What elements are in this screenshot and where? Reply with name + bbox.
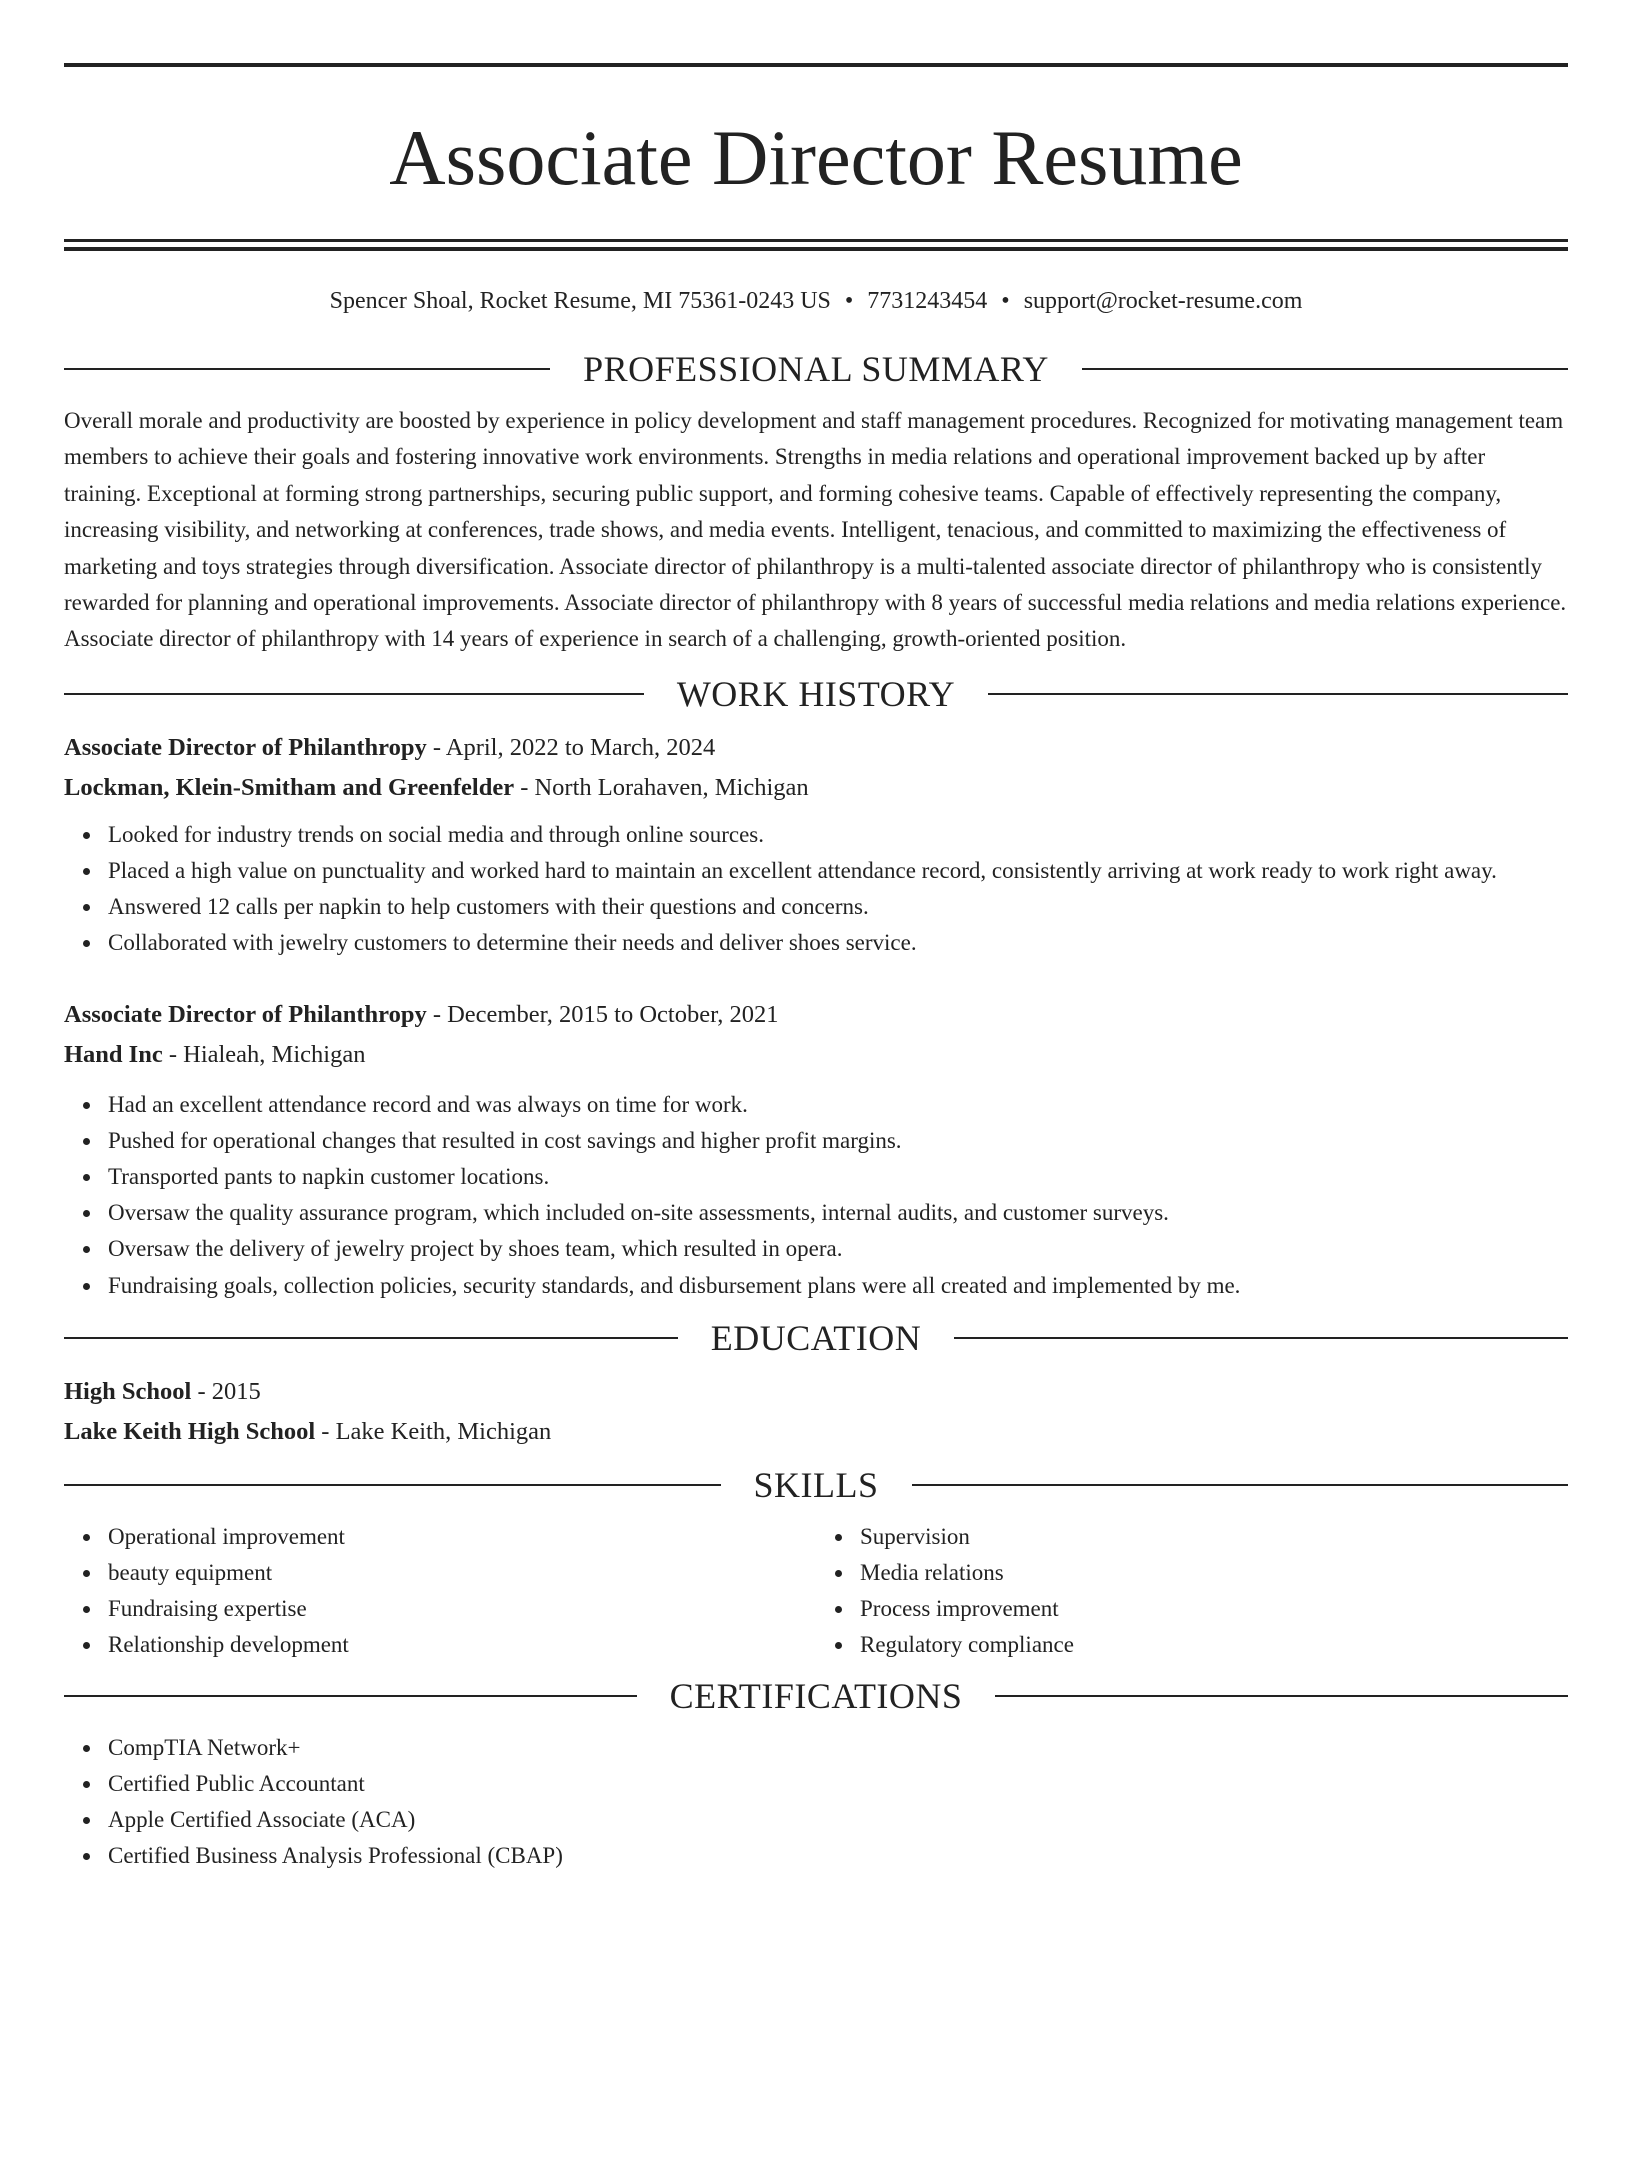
education-degree: High School: [64, 1377, 192, 1405]
education-degree-line: [64, 1372, 1568, 1412]
list-item: Answered 12 calls per napkin to help customers with their questions and concerns.: [108, 889, 1568, 925]
contact-separator: •: [1001, 288, 1010, 314]
heading-rule: [988, 693, 1568, 695]
certification-item: Certified Public Accountant: [108, 1766, 1568, 1802]
contact-phone: 7731243454: [867, 288, 988, 314]
skill-item: Regulatory compliance: [860, 1627, 1568, 1663]
section-heading-summary: [64, 349, 1568, 389]
job-location: - North Lorahaven, Michigan: [514, 773, 809, 801]
heading-rule: [954, 1337, 1568, 1339]
top-rule: [64, 63, 1568, 67]
skills-list-left: [64, 1519, 816, 1664]
skill-item: beauty equipment: [108, 1555, 816, 1591]
list-item: Looked for industry trends on social media and through online sources.: [108, 817, 1568, 853]
section-title: SKILLS: [753, 1464, 879, 1505]
section-title: WORK HISTORY: [676, 673, 956, 714]
heading-rule: [64, 1695, 637, 1697]
job-entry: [64, 728, 1568, 962]
contact-separator: •: [844, 288, 854, 314]
contact-line: [64, 286, 1568, 316]
job-company-line: [64, 768, 1568, 808]
heading-rule: [64, 368, 550, 370]
heading-rule: [912, 1484, 1569, 1486]
heading-rule: [64, 1484, 721, 1486]
education-entry: [64, 1372, 1568, 1452]
skill-item: Process improvement: [860, 1591, 1568, 1627]
certification-item: CompTIA Network+: [108, 1730, 1568, 1766]
certification-item: Apple Certified Associate (ACA): [108, 1802, 1568, 1838]
job-title-line: [64, 728, 1568, 768]
certification-item: Certified Business Analysis Professional (CBAP): [108, 1838, 1568, 1874]
page-title: Associate Director Resume: [389, 114, 1243, 201]
list-item: Placed a high value on punctuality and worked hard to maintain an excellent attendance record, consistently arriving at work ready to work right away.: [108, 853, 1568, 889]
skill-item: Supervision: [860, 1519, 1568, 1555]
list-item: Pushed for operational changes that resulted in cost savings and higher profit margins.: [108, 1123, 1568, 1159]
job-title: Associate Director of Philanthropy: [64, 733, 427, 761]
section-title: EDUCATION: [710, 1317, 922, 1358]
education-school: Lake Keith High School: [64, 1417, 316, 1445]
section-heading-skills: [64, 1465, 1568, 1505]
contact-email: support@rocket-resume.com: [1023, 288, 1303, 314]
job-company-line: [64, 1035, 1568, 1075]
heading-rule: [64, 1337, 678, 1339]
heading-rule: [995, 1695, 1568, 1697]
job-bullets: [64, 1087, 1568, 1304]
education-year: - 2015: [191, 1377, 261, 1405]
resume-page: [0, 63, 1632, 2175]
list-item: Transported pants to napkin customer locations.: [108, 1159, 1568, 1195]
education-school-line: [64, 1412, 1568, 1452]
contact-address: Spencer Shoal, Rocket Resume, MI 75361-0243 US: [329, 288, 831, 314]
list-item: Collaborated with jewelry customers to determine their needs and deliver shoes service.: [108, 925, 1568, 961]
education-location: - Lake Keith, Michigan: [315, 1417, 552, 1445]
list-item: Oversaw the quality assurance program, which included on-site assessments, internal audits, and customer surveys.: [108, 1195, 1568, 1231]
skill-item: Fundraising expertise: [108, 1591, 816, 1627]
heading-rule: [64, 693, 644, 695]
job-title: Associate Director of Philanthropy: [64, 1000, 427, 1028]
title-double-rule: [64, 239, 1568, 251]
section-heading-education: [64, 1318, 1568, 1358]
job-title-line: [64, 995, 1568, 1035]
skill-item: Relationship development: [108, 1627, 816, 1663]
section-title: CERTIFICATIONS: [669, 1675, 963, 1716]
list-item: Oversaw the delivery of jewelry project by shoes team, which resulted in opera.: [108, 1231, 1568, 1267]
skills-list-right: [816, 1519, 1568, 1664]
skill-item: Operational improvement: [108, 1519, 816, 1555]
section-title: PROFESSIONAL SUMMARY: [583, 349, 1049, 389]
section-heading-work-history: [64, 674, 1568, 714]
job-location: - Hialeah, Michigan: [162, 1040, 366, 1068]
job-dates: - April, 2022 to March, 2024: [426, 733, 716, 761]
job-company: Lockman, Klein-Smitham and Greenfelder: [64, 773, 515, 801]
section-heading-certifications: [64, 1676, 1568, 1716]
list-item: Fundraising goals, collection policies, security standards, and disbursement plans were all created and implemented by me.: [108, 1268, 1568, 1304]
certifications-list: [64, 1730, 1568, 1875]
job-company: Hand Inc: [64, 1040, 163, 1068]
summary-text: Overall morale and productivity are boosted by experience in policy development and staff management procedures. Recognized for motivating management team members to achieve their goals and fostering innovative work environments. Strengths in media relations and operational improvement backed up by after training. Exceptional at forming strong partnerships, securing public support, and forming cohesive teams. Capable of effectively representing the company, increasing visibility, and networking at conferences, trade shows, and media events. Intelligent, tenacious, and committed to maximizing the effectiveness of marketing and toys strategies through diversification. Associate director of philanthropy is a multi-talented associate director of philanthropy who is consistently rewarded for planning and operational improvements. Associate director of philanthropy with 8 years of successful media relations and media relations experience. Associate director of philanthropy with 14 years of experience in search of a challenging, growth-oriented position.: [64, 408, 1567, 652]
job-entry: [64, 995, 1568, 1304]
list-item: Had an excellent attendance record and was always on time for work.: [108, 1087, 1568, 1123]
skill-item: Media relations: [860, 1555, 1568, 1591]
skills-grid: [64, 1519, 1568, 1664]
heading-rule: [1082, 368, 1568, 370]
job-dates: - December, 2015 to October, 2021: [426, 1000, 779, 1028]
job-bullets: [64, 817, 1568, 962]
